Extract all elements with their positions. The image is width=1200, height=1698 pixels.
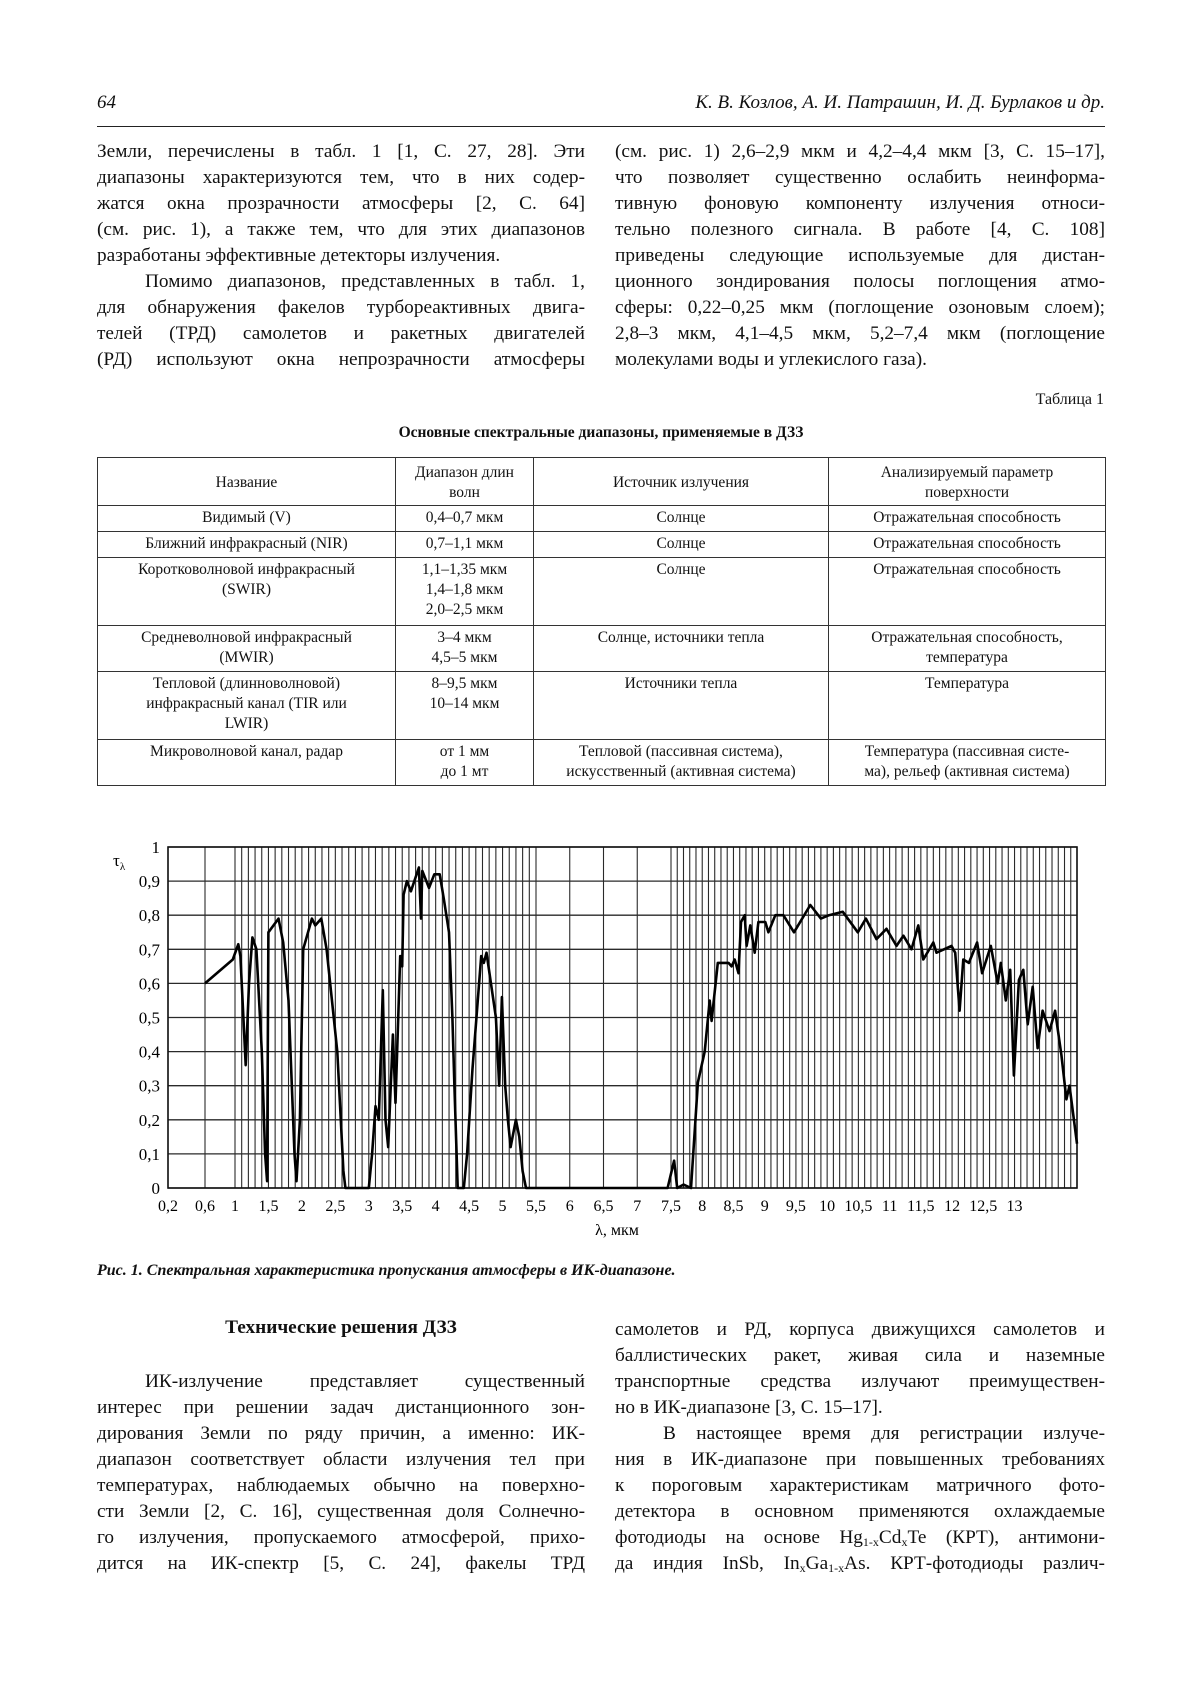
x-tick-label: 4 (431, 1198, 440, 1215)
text-line: ИК-излучение представляет существенный (145, 1371, 585, 1392)
surface-parameter-cell: Отражательная способность (829, 506, 1106, 532)
band-name-cell: Средневолновой инфракрасный (MWIR) (98, 626, 396, 672)
band-name-cell: Микроволновой канал, радар (98, 740, 396, 786)
y-axis-label-subscript: λ (119, 861, 126, 873)
y-axis-label-symbol: τ (113, 851, 120, 870)
y-tick-label: 0 (151, 1179, 160, 1198)
x-tick-label: 3,5 (392, 1198, 413, 1215)
text-line: сферы: 0,22–0,25 мкм (поглощение озоновым слоем); (615, 297, 1105, 318)
radiation-source-cell: Солнце (534, 506, 829, 532)
text-line: (см. рис. 1) 2,6–2,9 мкм и 4,2–4,4 мкм [3, С. 15–17], (615, 141, 1105, 162)
y-axis-label (113, 851, 126, 873)
top-left-column (97, 139, 585, 373)
y-tick-label: 0,2 (138, 1110, 160, 1130)
band-name-cell: Коротковолновой инфракрасный (SWIR) (98, 558, 396, 626)
text-line: тельно полезного сигнала. В работе [4, С. 108] (615, 219, 1105, 240)
subscript: x (799, 1561, 806, 1575)
text-line (615, 1551, 1105, 1577)
band-name-cell: Ближний инфракрасный (NIR) (98, 532, 396, 558)
text-line: (РД) используют окна непрозрачности атмосферы (97, 349, 585, 370)
surface-parameter-cell: Отражательная способность, температура (829, 626, 1106, 672)
table-header-row (98, 458, 1106, 506)
running-head-authors: К. В. Козлов, А. И. Патрашин, И. Д. Бурлаков и др. (695, 92, 1105, 113)
text-line: дится на ИК-спектр [5, С. 24], факелы ТРД (97, 1553, 585, 1574)
header-range: Диапазон длин волн (396, 458, 534, 506)
subscript: x (901, 1535, 908, 1549)
band-name-cell: Тепловой (длинноволновой) инфракрасный канал (TIR или LWIR) (98, 672, 396, 740)
text-line: температурах, наблюдаемых обычно на поверхно- (97, 1475, 585, 1496)
text-segment: фотодиоды на основе Hg (615, 1527, 863, 1548)
x-tick-label: 10,5 (844, 1198, 873, 1215)
x-tick-label: 4,5 (459, 1198, 480, 1215)
text-line: для обнаружения факелов турбореактивных двига- (97, 297, 585, 318)
text-line: но в ИК-диапазоне [3, С. 15–17]. (615, 1397, 883, 1418)
y-tick-label: 0,7 (138, 940, 160, 960)
x-tick-label: 0,6 (195, 1198, 215, 1215)
x-tick-label: 6,5 (593, 1198, 614, 1215)
text-line: го излучения, пропускаемого атмосферой, прихо- (97, 1527, 585, 1548)
text-line: Земли, перечислены в табл. 1 [1, С. 27, 28]. Эти (97, 141, 585, 162)
y-tick-label: 0,5 (138, 1008, 160, 1028)
radiation-source-cell: Солнце (534, 558, 829, 626)
bottom-right-column (615, 1317, 1105, 1577)
x-tick-label: 0,2 (158, 1198, 178, 1215)
y-tick-label: 0,6 (138, 974, 160, 994)
table-row (98, 558, 1106, 626)
text-line: разработаны эффективные детекторы излучения. (97, 245, 501, 266)
x-tick-label: 6 (565, 1198, 574, 1215)
text-line: 2,8–3 мкм, 4,1–4,5 мкм, 5,2–7,4 мкм (поглощение (615, 323, 1105, 344)
surface-parameter-cell: Отражательная способность (829, 532, 1106, 558)
text-line: баллистических ракет, живая сила и наземные (615, 1345, 1105, 1366)
wavelength-range-cell: 1,1–1,35 мкм 1,4–1,8 мкм 2,0–2,5 мкм (396, 558, 534, 626)
radiation-source-cell: Тепловой (пассивная система), искусственный (активная система) (534, 740, 829, 786)
surface-parameter-cell: Температура (пассивная систе- ма), рельеф (активная система) (829, 740, 1106, 786)
header-name: Название (98, 458, 396, 506)
surface-parameter-cell: Отражательная способность (829, 558, 1106, 626)
text-line: детектора в основном применяются охлаждаемые (615, 1501, 1105, 1522)
y-tick-label: 0,4 (138, 1042, 160, 1062)
text-line: интерес при решении задач дистанционного зон- (97, 1397, 585, 1418)
x-axis-label: λ, мкм (595, 1222, 639, 1239)
text-line: что позволяет существенно ослабить неинформа- (615, 167, 1105, 188)
text-line: сти Земли [2, С. 16], существенная доля Солнечно- (97, 1501, 585, 1522)
wavelength-range-cell: 0,7–1,1 мкм (396, 532, 534, 558)
text-line: приведены следующие используемые для дистан- (615, 245, 1105, 266)
text-segment: Te (КРТ), антимони- (907, 1527, 1105, 1548)
x-tick-label: 12,5 (969, 1198, 998, 1215)
wavelength-range-cell: 8–9,5 мкм 10–14 мкм (396, 672, 534, 740)
band-name-cell: Видимый (V) (98, 506, 396, 532)
figure-caption: Рис. 1. Спектральная характеристика пропускания атмосферы в ИК-диапазоне. (97, 1262, 676, 1279)
x-tick-label: 5,5 (526, 1198, 546, 1215)
x-tick-label: 7,5 (661, 1198, 681, 1215)
header-parameter: Анализируемый параметр поверхности (829, 458, 1106, 506)
subscript: 1-x (828, 1561, 845, 1575)
text-line: диапазон соответствует области излучения тел при (97, 1449, 585, 1470)
x-tick-label: 8,5 (723, 1198, 744, 1215)
section-heading: Технические решения ДЗЗ (225, 1317, 457, 1338)
text-line: тивную фоновую компоненту излучения относи- (615, 193, 1105, 214)
text-line: самолетов и РД, корпуса движущихся самолетов и (615, 1319, 1105, 1340)
text-line: жатся окна прозрачности атмосферы [2, С. 64] (97, 193, 585, 214)
x-tick-label: 8 (698, 1198, 707, 1215)
x-tick-label: 3 (364, 1198, 373, 1215)
transmittance-chart (0, 830, 1200, 1250)
table-row (98, 740, 1106, 786)
bottom-left-column (97, 1369, 585, 1577)
x-tick-label: 1 (231, 1198, 239, 1215)
x-tick-label: 1,5 (258, 1198, 279, 1215)
text-line: ционного зондирования полосы поглощения атмо- (615, 271, 1105, 292)
x-tick-label: 2 (297, 1198, 306, 1215)
x-tick-label: 5 (498, 1198, 507, 1215)
text-segment: As. КРТ-фотодиоды различ- (844, 1553, 1105, 1574)
text-line: молекулами воды и углекислого газа). (615, 349, 927, 370)
wavelength-range-cell: 3–4 мкм 4,5–5 мкм (396, 626, 534, 672)
header-source: Источник излучения (534, 458, 829, 506)
x-tick-label: 7 (633, 1198, 642, 1215)
text-line: диапазоны характеризуются тем, что в них содер- (97, 167, 585, 188)
y-tick-label: 0,3 (138, 1076, 160, 1096)
surface-parameter-cell: Температура (829, 672, 1106, 740)
radiation-source-cell: Солнце (534, 532, 829, 558)
text-line: В настоящее время для регистрации излуче- (663, 1423, 1105, 1444)
subscript: 1-x (862, 1535, 879, 1549)
x-tick-label: 9,5 (785, 1198, 806, 1215)
y-tick-label: 1 (151, 838, 160, 857)
x-tick-label: 13 (1006, 1198, 1023, 1215)
text-line: дирования Земли по ряду причин, а именно: ИК- (97, 1423, 585, 1444)
text-line: транспортные средства излучают преимуществен- (615, 1371, 1105, 1392)
radiation-source-cell: Источники тепла (534, 672, 829, 740)
spectral-bands-table (97, 457, 1106, 786)
page-number: 64 (97, 92, 116, 113)
table-title: Основные спектральные диапазоны, применяемые в ДЗЗ (398, 424, 804, 441)
x-tick-label: 11 (881, 1198, 898, 1215)
x-tick-label: 10 (819, 1198, 836, 1215)
y-tick-label: 0,8 (138, 906, 160, 926)
y-tick-label: 0,1 (138, 1144, 160, 1164)
top-right-column (615, 139, 1105, 373)
x-tick-label: 9 (760, 1198, 769, 1215)
text-line (615, 1525, 1105, 1551)
text-line: к пороговым характеристикам матричного фото- (615, 1475, 1105, 1496)
text-line: телей (ТРД) самолетов и ракетных двигателей (97, 323, 585, 344)
text-segment: Ga (805, 1553, 829, 1574)
text-line: Помимо диапазонов, представленных в табл. 1, (145, 271, 585, 292)
table-label: Таблица 1 (1035, 391, 1104, 408)
text-segment: да индия InSb, In (615, 1553, 800, 1574)
wavelength-range-cell: от 1 мм до 1 мт (396, 740, 534, 786)
table-row (98, 672, 1106, 740)
radiation-source-cell: Солнце, источники тепла (534, 626, 829, 672)
x-tick-label: 2,5 (325, 1198, 346, 1215)
header-rule (97, 126, 1105, 127)
table-row (98, 532, 1106, 558)
x-tick-label: 12 (944, 1198, 961, 1215)
table-row (98, 506, 1106, 532)
y-tick-label: 0,9 (138, 872, 160, 892)
x-tick-label: 11,5 (907, 1198, 935, 1215)
table-row (98, 626, 1106, 672)
text-line: ния в ИК-диапазоне при повышенных требованиях (615, 1449, 1105, 1470)
wavelength-range-cell: 0,4–0,7 мкм (396, 506, 534, 532)
text-segment: Cd (878, 1527, 902, 1548)
text-line: (см. рис. 1), а также тем, что для этих диапазонов (97, 219, 585, 240)
